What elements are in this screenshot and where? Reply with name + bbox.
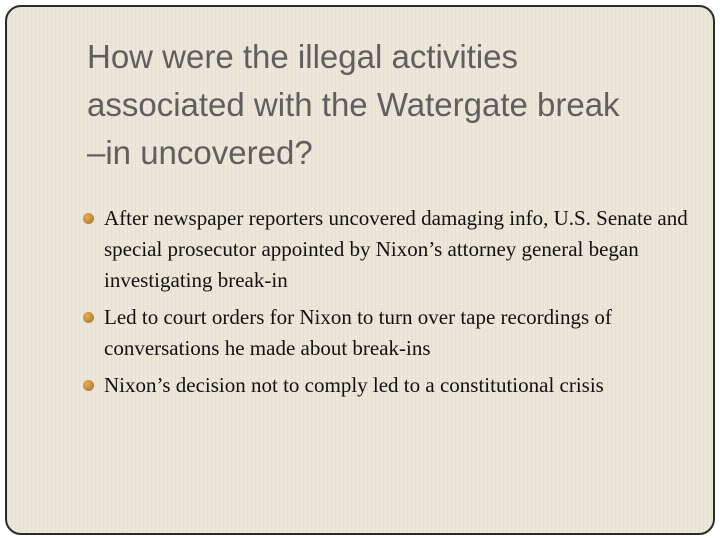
bullet-list: [83, 203, 693, 407]
slide: [5, 5, 715, 535]
circle-bullet-icon: [83, 380, 94, 391]
bullet-item: [83, 370, 693, 401]
bullet-text: After newspaper reporters uncovered damaging info, U.S. Senate and special prosecutor appointed by Nixon’s attorney general began investigating break-in: [104, 206, 688, 292]
circle-bullet-icon: [83, 312, 94, 323]
circle-bullet-icon: [83, 213, 94, 224]
slide-title: How were the illegal activities associated with the Watergate break –in uncovered?: [87, 38, 620, 171]
bullet-text: Led to court orders for Nixon to turn over tape recordings of conversations he made about break-ins: [104, 305, 612, 360]
bullet-item: [83, 203, 693, 296]
bullet-item: [83, 302, 693, 364]
bullet-text: Nixon’s decision not to comply led to a constitutional crisis: [104, 373, 604, 397]
